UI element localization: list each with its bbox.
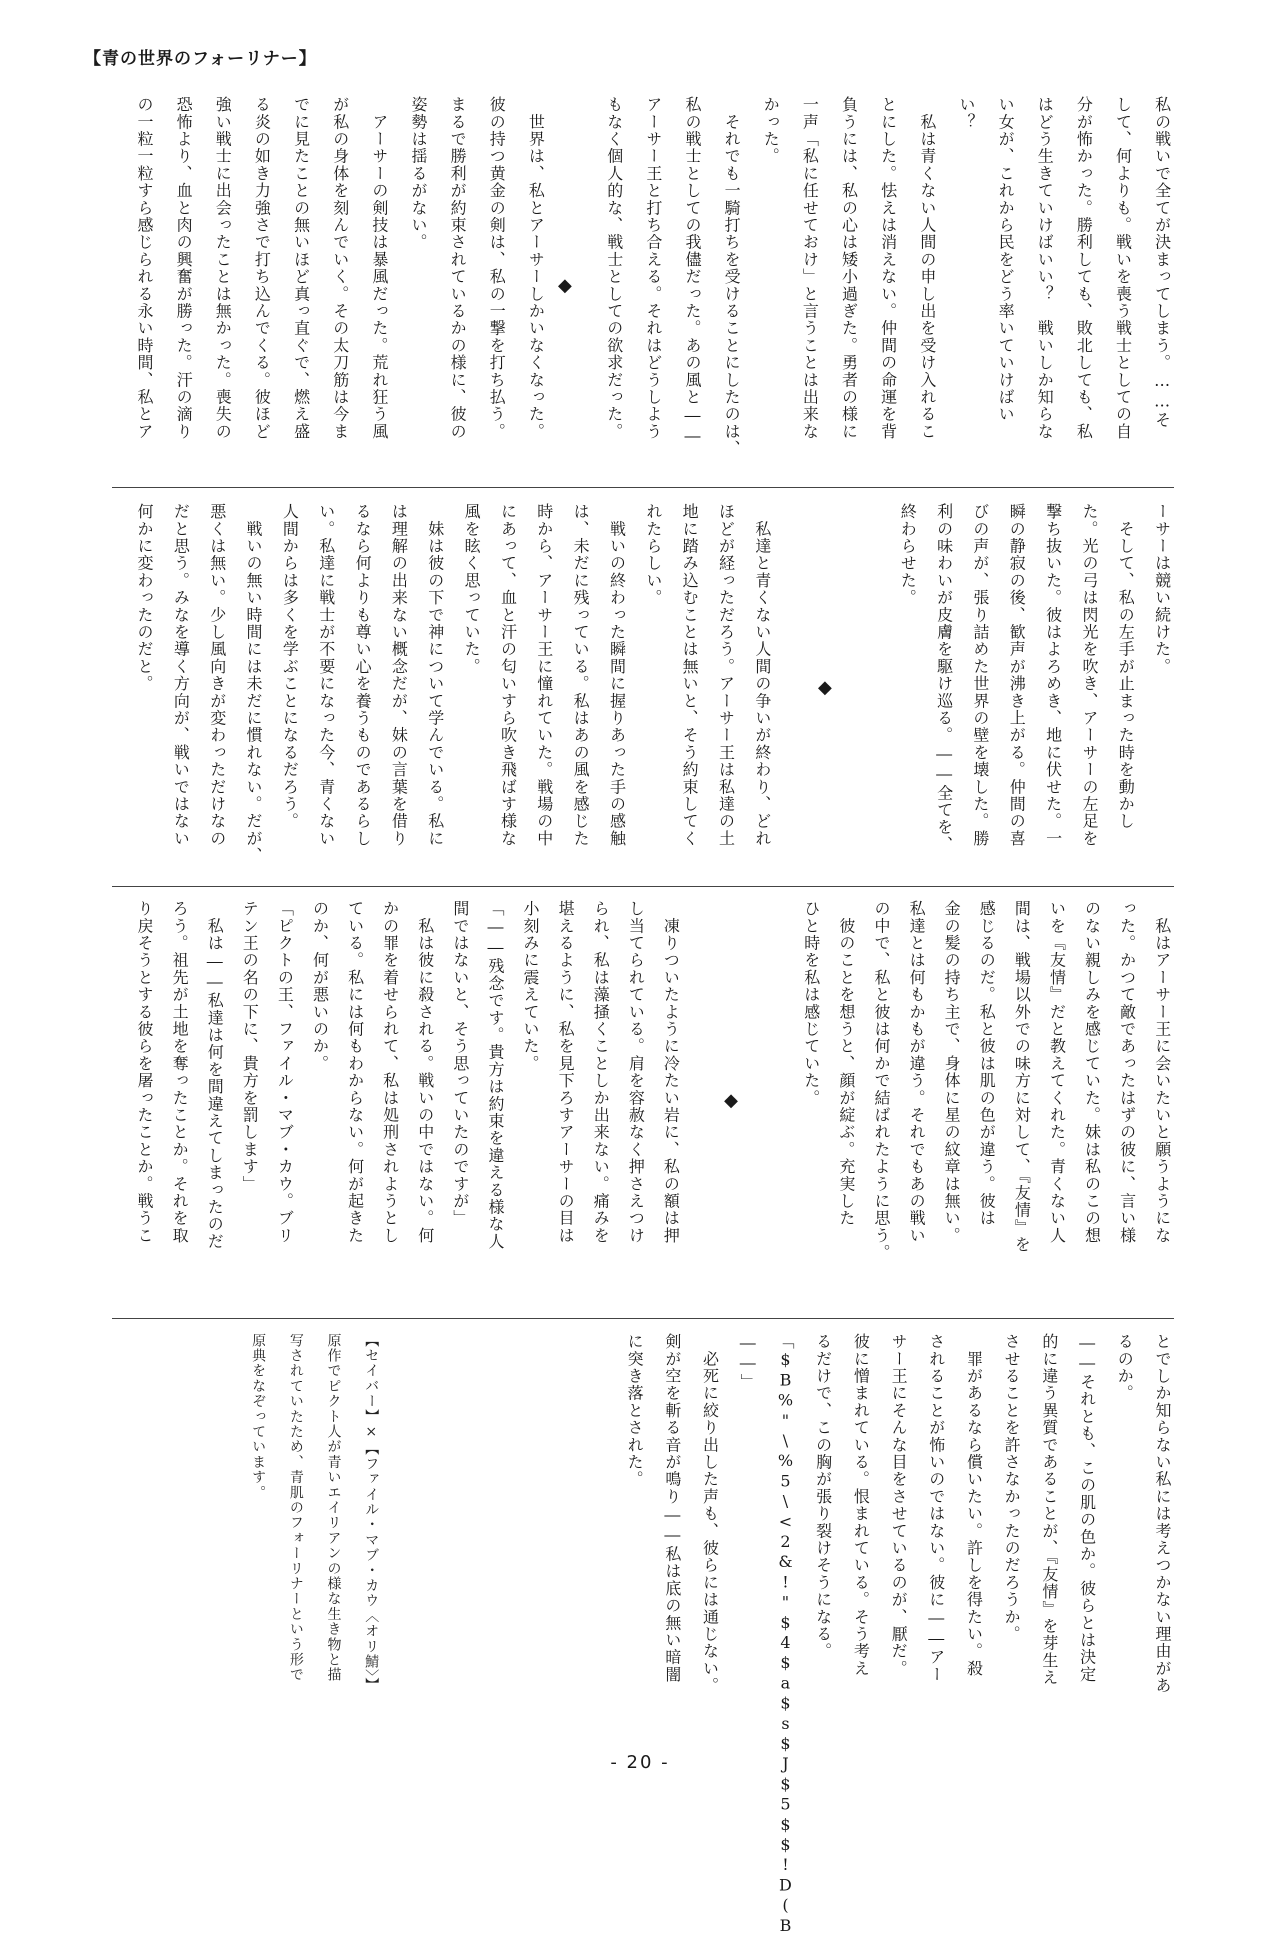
- text-column: 撃ち抜いた。彼はよろめき、地に伏せた。一: [1043, 503, 1063, 847]
- page-number: - 20 -: [610, 1752, 670, 1773]
- text-column: 強い戦士に出会ったことは無かった。喪失の: [213, 96, 233, 440]
- text-column: 私はアーサー王に会いたいと願うようにな: [1152, 900, 1172, 1244]
- text-column: 戦いの終わった瞬間に握りあった手の感触: [607, 503, 627, 847]
- text-column: ひと時を私は感じていた。: [801, 900, 821, 1107]
- text-column: [570, 1333, 604, 1668]
- text-column: 一声「私に任せておけ」と言うことは出来な: [800, 96, 820, 440]
- text-column: 金の髪の持ち主で、身体に星の紋章は無い。: [942, 900, 962, 1244]
- text-column: 世界は、私とアーサーしかいなくなった。: [526, 96, 546, 440]
- text-column: い。私達に戦士が不要になった今、青くない: [316, 503, 336, 847]
- text-column: 私達とは何もかもが違う。それでもあの戦い: [907, 900, 927, 1244]
- text-column: びの声が、張り詰めた世界の壁を壊した。勝: [970, 503, 990, 847]
- page-header: 【青の世界のフォーリナー】: [84, 49, 317, 69]
- text-column: [382, 1333, 416, 1668]
- text-tier-1: [118, 96, 1170, 476]
- text-column: そして、私の左手が止まった時を動かし: [1116, 503, 1136, 830]
- text-column: 的に違う異質であることが、『友情』を芽生え: [1039, 1333, 1059, 1687]
- text-column: が私の身体を刻んでいく。その太刀筋は今ま: [330, 96, 350, 440]
- text-column: 私は彼に殺される。戦いの中ではない。何: [415, 900, 435, 1244]
- text-column: 堪えるように、私を見下ろすアーサーの目は: [556, 900, 576, 1244]
- text-column: [845, 503, 879, 873]
- text-column: 間は、戦場以外での味方に対して、『友情』を: [1012, 900, 1032, 1254]
- text-column: 彼のことを想うと、顔が綻ぶ。充実した: [836, 900, 856, 1227]
- text-column: 感じるのだ。私と彼は肌の色が違う。彼は: [977, 900, 997, 1227]
- text-column: ーサーは競い続けた。: [1152, 503, 1172, 675]
- text-column: [772, 503, 806, 873]
- text-column: とでしか知らない私には考えつかない理由があ: [1152, 1333, 1172, 1695]
- text-column: 利の味わいが皮膚を駆け巡る。――全てを、: [934, 503, 954, 853]
- text-column: 原作でピクト人が青いエイリアンの様な生き物と描: [325, 1333, 342, 1683]
- text-column: アーサー王と打ち合える。それはどうしよう: [643, 96, 663, 440]
- text-column: [156, 1333, 190, 1668]
- text-column: 凍りついたように冷たい岩に、私の額は押: [661, 900, 681, 1244]
- text-column: のない親しみを感じていた。妹は私のこの想: [1082, 900, 1102, 1244]
- text-column: それでも一騎打ちを受けることにしたのは、: [722, 96, 742, 458]
- text-column: るなら何よりも尊い心を養うものであるらし: [353, 503, 373, 847]
- text-column: 剣が空を斬る音が鳴り――私は底の無い暗闇: [662, 1333, 682, 1683]
- text-column: 「$B%"\%5\<2&!"$4$a$s$J$5$$!D(B: [775, 1333, 795, 1936]
- text-column: [457, 1333, 491, 1668]
- text-column: [495, 1333, 529, 1668]
- text-column: られ、私は藻掻くことしか出来ない。痛みを: [591, 900, 611, 1244]
- text-column: にあって、血と汗の匂いすら吹き飛ばす様な: [498, 503, 518, 847]
- text-column: して、何よりも。戦いを喪う戦士としての自: [1113, 96, 1133, 440]
- text-column: いを『友情』だと教えてくれた。青くない人: [1047, 900, 1067, 1244]
- text-column: ほどが経っただろう。アーサー王は私達の土: [716, 503, 736, 847]
- text-column: アーサーの剣技は暴風だった。荒れ狂う風: [369, 96, 389, 440]
- text-column: に突き落とされた。: [625, 1333, 645, 1488]
- text-column: もなく個人的な、戦士としての欲求だった。: [604, 96, 624, 440]
- text-column: [420, 1333, 454, 1668]
- text-column: [118, 1333, 152, 1668]
- text-column: [750, 900, 784, 1302]
- text-column: の一粒一粒すら感じられる永い時間、私とア: [135, 96, 154, 440]
- text-column: の中で、私と彼は何かで結ばれたように思う。: [871, 900, 891, 1262]
- text-column: った。かつて敵であったはずの彼に、言い様: [1117, 900, 1137, 1244]
- text-column: [193, 1333, 227, 1668]
- text-column: 悪くは無い。少し風向きが変わっただけなの: [207, 503, 227, 847]
- text-tier-2: [118, 503, 1170, 873]
- text-column: 瞬の静寂の後、歓声が沸き上がる。仲間の喜: [1007, 503, 1027, 847]
- text-column: 時から、アーサー王に憧れていた。戦場の中: [534, 503, 554, 847]
- text-column: 【セイバー】×【ファイル・マブ・カウ〈オリ鯖〉】: [363, 1333, 380, 1693]
- text-column: でに見たことの無いほど真っ直ぐで、燃え盛: [291, 96, 311, 440]
- text-column: されることが怖いのではない。彼に――アー: [926, 1333, 946, 1683]
- divider-rule: [112, 1318, 1174, 1319]
- text-column: [680, 900, 714, 1302]
- text-column: 「――残念です。貴方は約束を違える様な人: [485, 900, 505, 1250]
- text-column: ――」: [738, 1333, 758, 1391]
- section-divider-diamond: ◆: [724, 1090, 740, 1111]
- section-divider-diamond: ◆: [558, 275, 574, 296]
- text-column: 地に踏み込むことは無いと、そう約束してく: [680, 503, 700, 847]
- text-column: かった。: [761, 96, 781, 165]
- text-column: 彼に憎まれている。恨まれている。そう考え: [851, 1333, 871, 1677]
- text-column: ている。私には何もわからない。何が起きた: [345, 900, 365, 1244]
- text-column: サー王にそんな目をさせているのが、厭だ。: [889, 1333, 909, 1677]
- text-column: し当てられている。肩を容赦なく押さえつけ: [626, 900, 646, 1244]
- text-column: のか、何が悪いのか。: [310, 900, 330, 1072]
- text-column: れたらしい。: [643, 503, 663, 607]
- text-column: は理解の出来ない概念だが、妹の言葉を借り: [389, 503, 409, 847]
- text-column: まるで勝利が約束されているかの様に、彼の: [448, 96, 468, 440]
- text-column: 必死に絞り出した声も、彼らには通じない。: [700, 1333, 720, 1695]
- text-column: とにした。怯えは消えない。仲間の命運を背: [878, 96, 898, 440]
- text-column: 私の戦いで全てが決まってしまう。……そ: [1152, 96, 1172, 429]
- text-column: 人間からは多くを学ぶことになるだろう。: [280, 503, 300, 830]
- text-column: ――それとも、この肌の色か。彼らとは決定: [1077, 1333, 1097, 1683]
- text-column: 妹は彼の下で神について学んでいる。私に: [425, 503, 445, 847]
- text-column: 私達と青くない人間の争いが終わり、どれ: [752, 503, 772, 847]
- text-column: 恐怖より、血と肉の興奮が勝った。汗の滴り: [174, 96, 194, 440]
- text-column: ろう。祖先が土地を奪ったことか。それを取: [170, 900, 190, 1244]
- text-column: かの罪を着せられて、私は処刑されようとし: [380, 900, 400, 1244]
- text-column: る炎の如き力強さで打ち込んでくる。彼ほど: [252, 96, 272, 440]
- text-column: 何かに変わったのだと。: [135, 503, 154, 693]
- text-column: はどう生きていけばいい？ 戦いしか知らな: [1035, 96, 1055, 440]
- divider-rule: [112, 487, 1174, 488]
- text-column: 戦いの無い時間には未だに慣れない。だが、: [244, 503, 264, 865]
- text-column: だと思う。みなを導く方向が、戦いではない: [171, 503, 191, 847]
- section-divider-diamond: ◆: [818, 677, 834, 698]
- text-column: い女が、これから民をどう率いていけばい: [996, 96, 1016, 423]
- text-column: た。光の弓は閃光を吹き、アーサーの左足を: [1079, 503, 1099, 847]
- text-column: 私の戦士としての我儘だった。あの風と――: [682, 96, 702, 446]
- text-column: 間ではないと、そう思っていたのですが」: [450, 900, 470, 1227]
- text-column: テン王の名の下に、貴方を罰します」: [240, 900, 260, 1193]
- text-column: るだけで、この胸が張り裂けそうになる。: [813, 1333, 833, 1660]
- text-column: 「ピクトの王、ファイル・マブ・カウ。ブリ: [275, 900, 295, 1244]
- text-column: 罪があるなら償いたい。許しを得たい。殺: [964, 1333, 984, 1677]
- text-column: 終わらせた。: [898, 503, 918, 607]
- text-column: るのか。: [1115, 1333, 1135, 1402]
- text-column: い？: [956, 96, 976, 131]
- divider-rule: [112, 886, 1174, 887]
- text-column: 小刻みに震えていた。: [521, 900, 541, 1072]
- text-column: 私は青くない人間の申し出を受け入れるこ: [917, 96, 937, 440]
- text-column: 原典をなぞっています。: [250, 1333, 267, 1501]
- text-column: は、未だに残っている。私はあの風を感じた: [571, 503, 591, 847]
- text-column: [533, 1333, 567, 1668]
- text-column: 分が怖かった。勝利しても、敗北しても、私: [1074, 96, 1094, 440]
- text-column: り戻そうとする彼らを屠ったことか。戦うこ: [135, 900, 154, 1244]
- text-column: 彼の持つ黄金の剣は、私の一撃を打ち払う。: [487, 96, 507, 440]
- text-column: させることを許さなかったのだろうか。: [1002, 1333, 1022, 1643]
- text-column: 負うには、私の心は矮小過ぎた。勇者の様に: [839, 96, 859, 440]
- text-column: 姿勢は揺るがない。: [408, 96, 428, 251]
- text-tier-3: [118, 900, 1170, 1302]
- text-column: 風を眩く思っていた。: [462, 503, 482, 675]
- text-column: 写されていたため、青肌のフォーリナーという形で: [287, 1333, 304, 1683]
- text-column: 私は――私達は何を間違えてしまったのだ: [205, 900, 225, 1250]
